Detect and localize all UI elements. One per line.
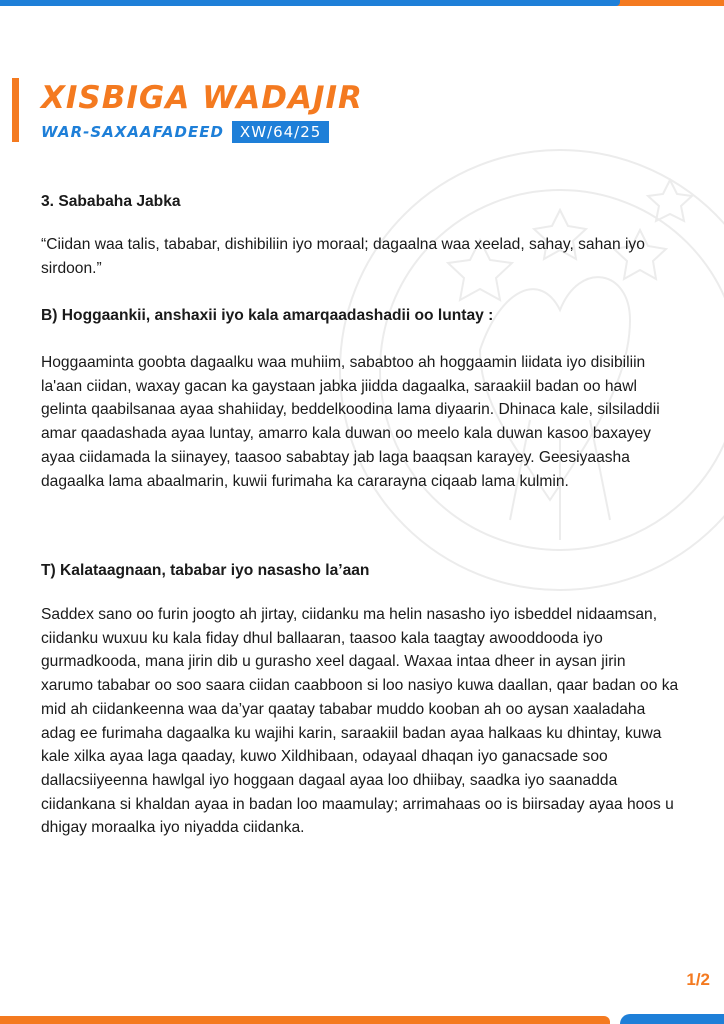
side-accent-bar: [12, 78, 19, 142]
bottom-accent-bar: [0, 1014, 724, 1024]
section-heading-training: T) Kalataagnaan, tababar iyo nasasho la’aan: [41, 562, 370, 579]
paragraph-training: Saddex sano oo furin joogto ah jirtay, ciidanku ma helin nasasho iyo isbeddel nidaamsan, ciidanku wuxuu ku kala fiday dhul ballaaran, taasoo kala taagtay awooddooda iyo gurmadkooda, mana jirin dib u gurasho xeel dagaal. Waxaa intaa dheer in aysan jirin xarumo tababar oo soo saara ciidan caabboon si loo nasiyo kuwa daallan, qaar badan oo ka mid ah ciidankeenna waa da’yar qaatay tababar muddo kooban ah oo aysan xaaladaha adag ee furimaha dagaalka ku wajihi karin, saraakiil badan ayaa halkaas ku dhintay, kuwa kale xilka ayaa laga qaaday, kuwo Xildhibaan, odayaal dhaqan iyo ganacsade soo dallacsiiyeenna hawlgal iyo hoggaan dagaal ayaa loo dhiibay, saadka iyo saanadda ciidankana si khaldan ayaa in badan loo maamulay; arrimahaas oo is biirsaday ayaa hoos u dhigay moraalka iyo niyadda ciidanka.: [41, 606, 679, 837]
section-heading-causes: 3. Sababaha Jabka: [41, 193, 181, 210]
bottom-accent-blue: [620, 1014, 724, 1024]
top-accent-blue: [0, 0, 620, 6]
top-accent-bar: [0, 0, 724, 6]
bottom-accent-orange: [0, 1016, 610, 1024]
opening-quote: “Ciidan waa talis, tababar, dishibiliin iyo moraal; dagaalna waa xeelad, sahay, sahan iyo sirdoon.”: [41, 236, 645, 277]
party-name-title: XISBIGA WADAJIR: [41, 80, 363, 116]
document-type-label: WAR-SAXAAFADEED: [41, 123, 224, 141]
reference-number-badge: XW/64/25: [232, 121, 329, 143]
paragraph-leadership: Hoggaaminta goobta dagaalku waa muhiim, sababtoo ah hoggaamin liidata iyo disibiliin la'aan ciidan, waxay gacan ka gaystaan jabka jiidda dagaalka, saraakiil badan oo hawl gelinta qaabilsanaa ayaa shahiiday, beddelkoodina lama diyaarin. Dhinaca kale, silsiladdii amar qaadashada ayaa luntay, amarro kala duwan oo meelo kala duwan kasoo baxayey ayaa ciidamada la siinayey, taasoo sababtay jab laga baaqsan karayey. Geesiyaasha dagaalka lama abaalmarin, kuwii furimaha ka cararayna ciqaab lama kulmin.: [41, 354, 660, 490]
section-heading-leadership: B) Hoggaankii, anshaxii iyo kala amarqaadashadii oo luntay :: [41, 307, 494, 324]
page-number: 1/2: [686, 970, 710, 989]
header-subtitle-row: [41, 121, 329, 143]
